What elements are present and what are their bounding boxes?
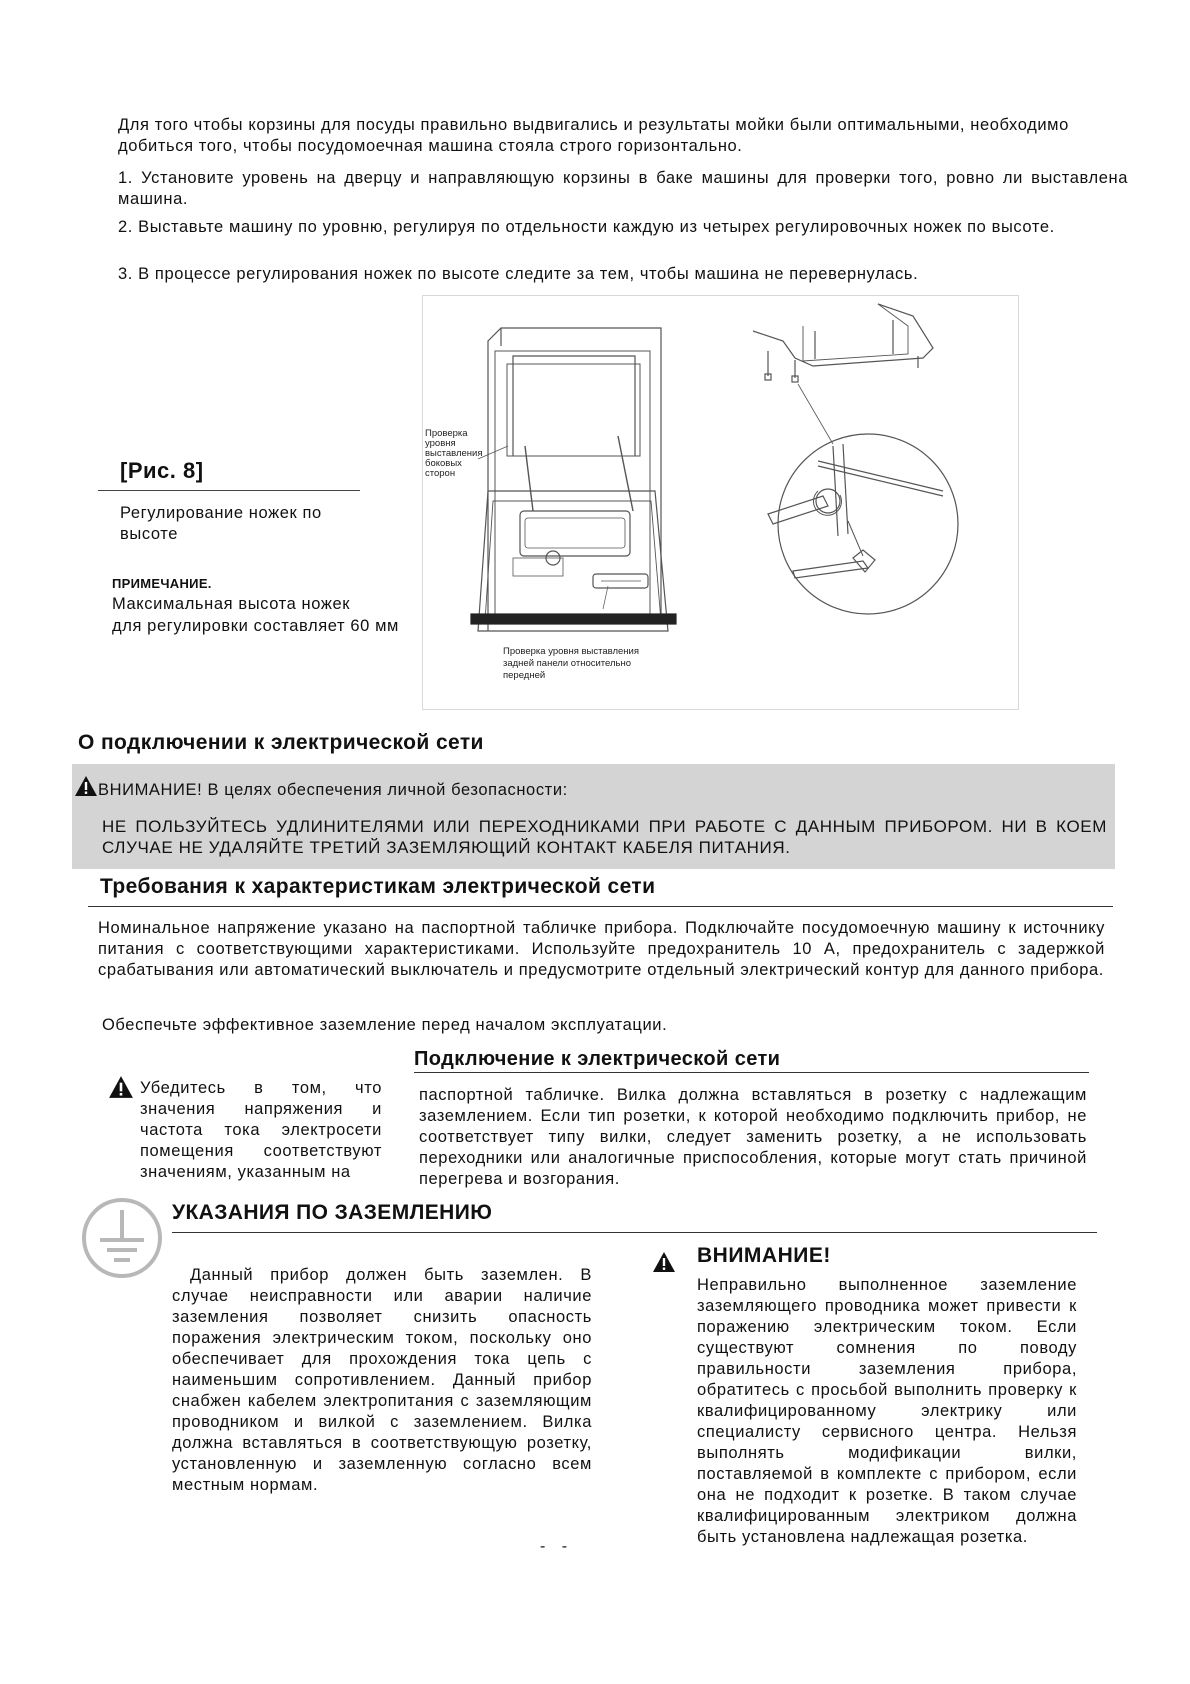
connection-rule xyxy=(414,1072,1089,1073)
section-title-requirements: Требования к характеристикам электрической сети xyxy=(100,875,656,898)
section-title-electric: О подключении к электрической сети xyxy=(78,731,484,754)
note-line-2: для регулировки составляет 60 мм xyxy=(112,617,399,635)
callout-back-2: задней панели относительно xyxy=(503,658,632,669)
figure-label: [Рис. 8] xyxy=(120,458,204,483)
connection-side-warning: Убедитесь в том, что значения напряжения и частота тока электросети помещения соответствуют значениям, указанным на xyxy=(140,1079,382,1181)
grounding-body: Данный прибор должен быть заземлен. В случае неисправности или аварии наличие заземления позволяет снизить опасность поражения электрическим током, поскольку оно обеспечивает для прохождения тока цепь с наименьшим сопротивлением. Данный прибор снабжен кабелем электропитания с заземляющим проводником и вилкой с заземлением. Вилка должна вставляться в соответствующую розетку, установленную и заземленную согласно всем местным нормам. xyxy=(172,1266,592,1494)
step-1: 1. Установите уровень на дверцу и направляющую корзины в баке машины для проверки того, ровно ли выставлена машина. xyxy=(118,169,1128,208)
callout-side-4: боковых xyxy=(425,458,462,469)
warning-triangle-icon xyxy=(74,775,98,797)
dishwasher-leveling-drawing xyxy=(423,296,1018,709)
requirements-rule xyxy=(88,906,1113,907)
note-title: ПРИМЕЧАНИЕ. xyxy=(112,576,212,591)
grounding-warning-title: ВНИМАНИЕ! xyxy=(697,1244,831,1267)
requirements-body: Номинальное напряжение указано на паспортной табличке прибора. Подключайте посудомоечную машину к источнику питания с соответствующими характеристиками. Используйте предохранитель 10 А, предохранитель с задержкой срабатывания или автоматический выключатель и предусмотрите отдельный электрический контур для данного прибора. xyxy=(98,919,1105,979)
callout-side-2: уровня xyxy=(425,438,456,449)
section-title-connection: Подключение к электрической сети xyxy=(414,1048,781,1070)
callout-back-1: Проверка уровня выставления xyxy=(503,646,639,657)
warning-triangle-icon xyxy=(652,1251,676,1273)
callout-back-3: передней xyxy=(503,670,546,681)
grounding-note: Обеспечьте эффективное заземление перед началом эксплуатации. xyxy=(102,1016,668,1034)
step-3: 3. В процессе регулирования ножек по высоте следите за тем, чтобы машина не перевернулась. xyxy=(118,265,919,283)
figure-label-rule xyxy=(98,490,360,491)
step-2: 2. Выставьте машину по уровню, регулируя по отдельности каждую из четырех регулировочных ножек по высоте. xyxy=(118,218,1055,236)
safety-warning-lead xyxy=(74,775,568,801)
grounding-rule xyxy=(172,1232,1097,1233)
figure-caption: Регулирование ножек по высоте xyxy=(120,504,322,543)
ground-symbol-icon xyxy=(80,1196,164,1280)
callout-side-1: Проверка xyxy=(425,428,468,439)
figure-8-illustration xyxy=(422,295,1019,710)
note-line-1: Максимальная высота ножек xyxy=(112,595,351,613)
page-marker: - - xyxy=(540,1538,574,1555)
safety-warning-body: НЕ ПОЛЬЗУЙТЕСЬ УДЛИНИТЕЛЯМИ ИЛИ ПЕРЕХОДНИКАМИ ПРИ РАБОТЕ С ДАННЫМ ПРИБОРОМ. НИ В КОЕМ СЛУЧАЕ НЕ УДАЛЯЙТЕ ТРЕТИЙ ЗАЗЕМЛЯЮЩИЙ КОНТАКТ КАБЕЛЯ ПИТАНИЯ. xyxy=(102,817,1107,857)
intro-paragraph: Для того чтобы корзины для посуды правильно выдвигались и результаты мойки были оптимальными, необходимо добиться того, чтобы посудомоечная машина стояла строго горизонтально. xyxy=(118,116,1069,155)
connection-body: паспортной табличке. Вилка должна вставляться в розетку с надлежащим заземлением. Если тип розетки, к которой необходимо подключить прибор, не соответствует типу вилки, следует заменить розетку, а не использовать переходники или аналогичные приспособления, которые могут стать причиной перегрева и возгорания. xyxy=(419,1086,1087,1188)
section-title-grounding: УКАЗАНИЯ ПО ЗАЗЕМЛЕНИЮ xyxy=(172,1201,493,1224)
callout-side-3: выставления xyxy=(425,448,483,459)
grounding-warning-body: Неправильно выполненное заземление заземляющего проводника может привести к поражению электрическим током. Если существуют сомнения по поводу правильности заземления прибора, обратитесь с просьбой выполнить проверку к квалифицированному электрику или специалисту сервисного центра. Нельзя выполнять модификации вилки, поставляемой в комплекте с прибором, если она не подходит к розетке. В таком случае квалифицированным электриком должна быть установлена надлежащая розетка. xyxy=(697,1276,1077,1546)
callout-side-5: сторон xyxy=(425,468,456,479)
safety-warning-lead-text: ВНИМАНИЕ! В целях обеспечения личной безопасности: xyxy=(98,781,568,799)
warning-triangle-icon xyxy=(108,1075,134,1099)
